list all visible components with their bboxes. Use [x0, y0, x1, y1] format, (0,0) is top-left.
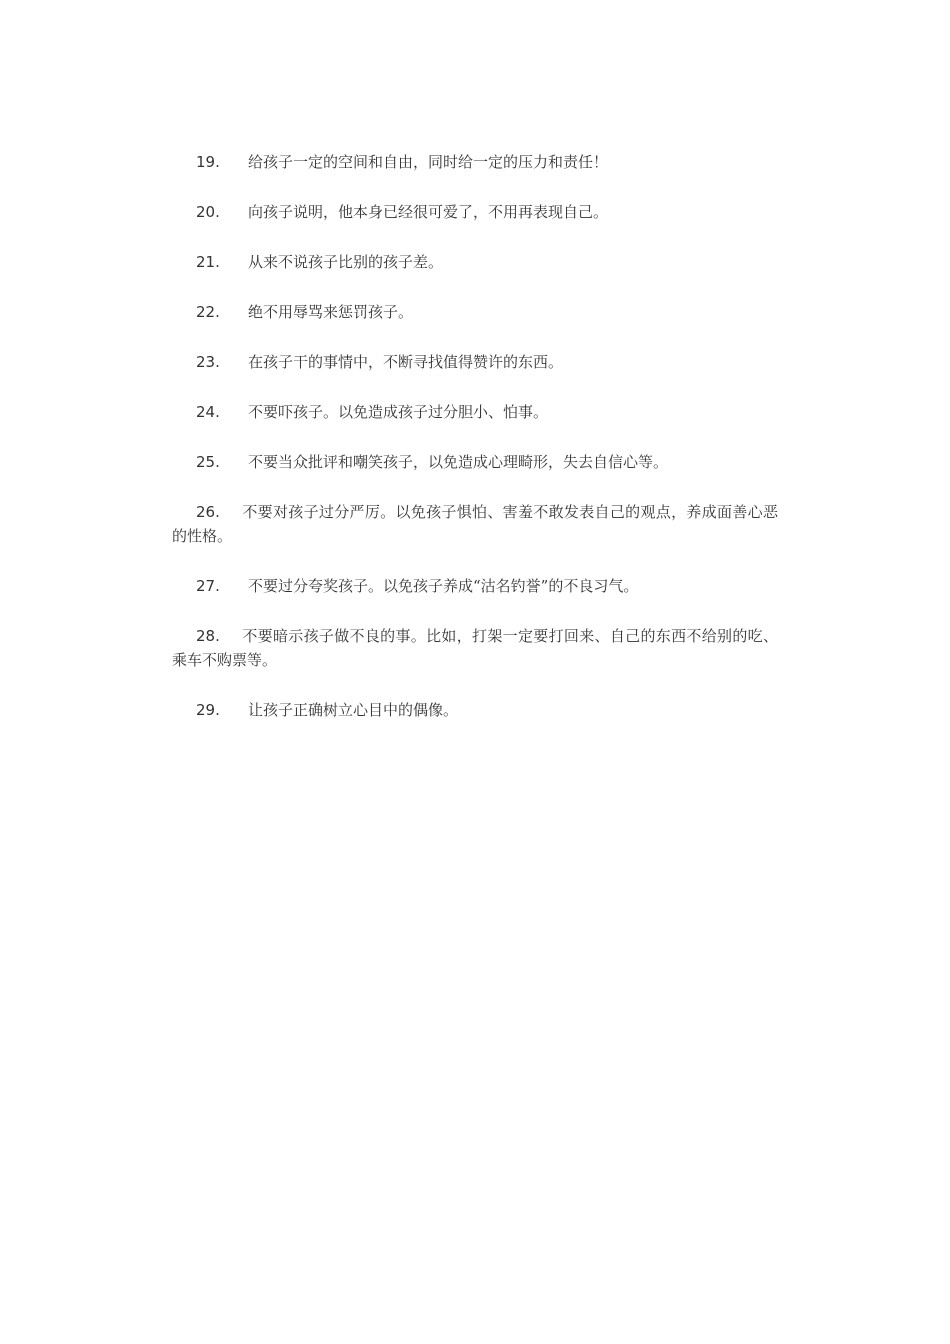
item-text: 给孩子一定的空间和自由，同时给一定的压力和责任！ — [248, 153, 609, 171]
item-text: 向孩子说明，他本身已经很可爱了，不用再表现自己。 — [248, 203, 609, 221]
list-item — [172, 698, 778, 722]
item-number: 28. — [196, 627, 220, 645]
item-text: 从来不说孩子比别的孩子差。 — [248, 253, 444, 271]
item-text: 绝不用辱骂来惩罚孩子。 — [248, 303, 414, 321]
item-text: 不要当众批评和嘲笑孩子，以免造成心理畸形，失去自信心等。 — [248, 453, 669, 471]
list-item — [172, 624, 778, 672]
list-item — [172, 300, 778, 324]
list-item — [172, 574, 778, 598]
item-number: 24. — [196, 403, 220, 421]
list-item — [172, 500, 778, 548]
item-text: 在孩子干的事情中，不断寻找值得赞许的东西。 — [248, 353, 564, 371]
list-item — [172, 450, 778, 474]
item-number: 21. — [196, 253, 220, 271]
item-text: 让孩子正确树立心目中的偶像。 — [248, 701, 459, 719]
item-number: 29. — [196, 701, 220, 719]
list-item — [172, 400, 778, 424]
document-body — [172, 150, 778, 748]
list-item — [172, 350, 778, 374]
item-text: 不要暗示孩子做不良的事。比如，打架一定要打回来、自己的东西不给别的吃、乘车不购票等。 — [172, 627, 778, 669]
item-number: 27. — [196, 577, 220, 595]
item-text: 不要过分夸奖孩子。以免孩子养成“沽名钓誉”的不良习气。 — [248, 577, 639, 595]
list-item — [172, 200, 778, 224]
list-item — [172, 150, 778, 174]
item-number: 22. — [196, 303, 220, 321]
list-item — [172, 250, 778, 274]
item-text: 不要对孩子过分严厉。以免孩子惧怕、害羞不敢发表自己的观点，养成面善心恶的性格。 — [172, 503, 778, 545]
item-number: 25. — [196, 453, 220, 471]
item-text: 不要吓孩子。以免造成孩子过分胆小、怕事。 — [248, 403, 549, 421]
item-number: 20. — [196, 203, 220, 221]
item-number: 19. — [196, 153, 220, 171]
item-number: 23. — [196, 353, 220, 371]
item-number: 26. — [196, 503, 220, 521]
